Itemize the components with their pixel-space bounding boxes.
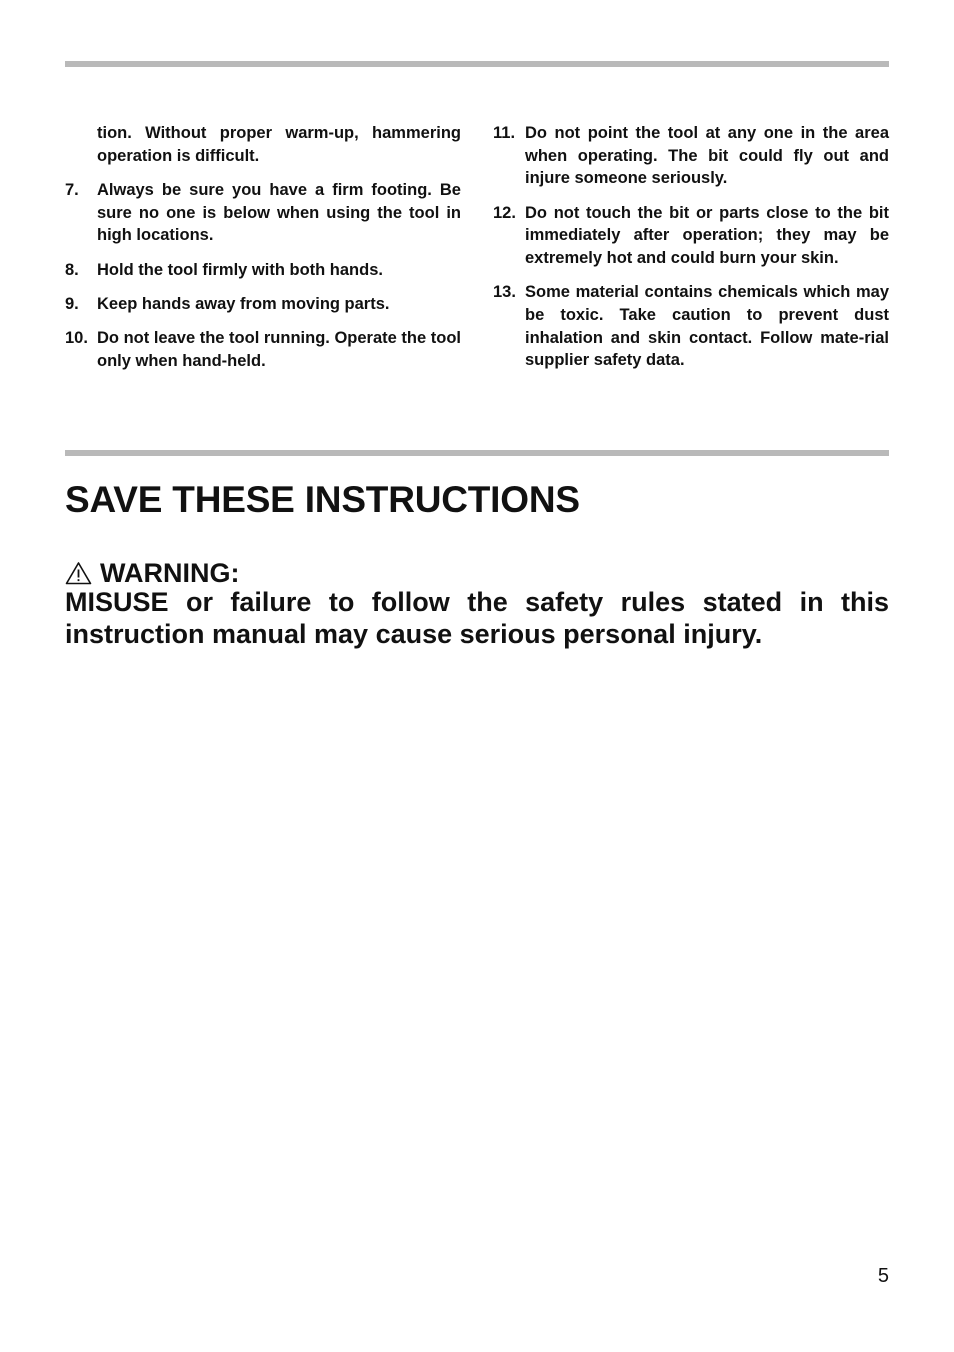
item-text: Hold the tool firmly with both hands.	[97, 260, 383, 279]
list-item	[493, 202, 889, 270]
item-text: Always be sure you have a firm footing. Be sure no one is below when using the tool in high locations.	[97, 180, 461, 245]
warning-triangle-icon	[65, 561, 92, 585]
top-divider	[65, 61, 889, 67]
item-number: 9.	[65, 294, 79, 313]
item-text: Some material contains chemicals which may be toxic. Take caution to prevent dust inhalation and skin contact. Follow mate-rial supplier safety data.	[525, 283, 889, 370]
list-item	[65, 259, 461, 282]
item-number: 8.	[65, 260, 79, 279]
page-title: SAVE THESE INSTRUCTIONS	[65, 479, 580, 520]
list-item	[65, 122, 461, 167]
list-item	[65, 327, 461, 372]
item-text: tion. Without proper warm-up, hammering operation is difficult.	[97, 124, 461, 165]
list-item	[493, 281, 889, 372]
item-text: Do not leave the tool running. Operate the tool only when hand-held.	[97, 328, 461, 370]
item-text: Do not touch the bit or parts close to the bit immediately after operation; they may be extremely hot and could burn your skin.	[525, 203, 889, 268]
left-column	[65, 122, 461, 384]
item-text: Do not point the tool at any one in the area when operating. The bit could fly out and injure someone seriously.	[525, 124, 889, 188]
item-number: 11.	[493, 124, 516, 142]
page-number: 5	[877, 1265, 889, 1287]
list-item	[65, 179, 461, 247]
list-item	[65, 293, 461, 316]
warning-label: WARNING:	[100, 558, 240, 588]
right-column	[493, 122, 889, 384]
list-item	[493, 122, 889, 190]
warning-text: MISUSE or failure to follow the safety rules stated in this instruction manual may cause serious personal injury.	[65, 587, 889, 649]
item-number: 13.	[493, 283, 516, 302]
item-text: Keep hands away from moving parts.	[97, 294, 390, 313]
item-number: 10.	[65, 328, 88, 347]
item-number: 12.	[493, 203, 516, 222]
section-divider	[65, 450, 889, 456]
item-number: 7.	[65, 180, 79, 199]
warning-heading	[65, 557, 239, 589]
